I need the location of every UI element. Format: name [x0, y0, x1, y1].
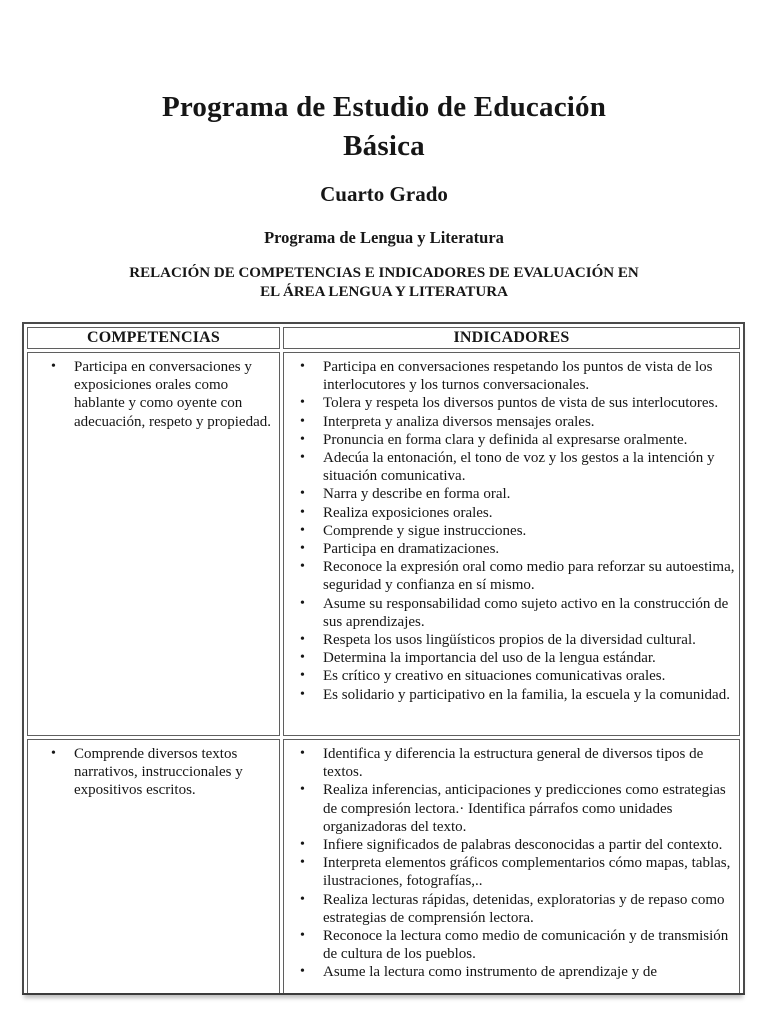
indicador-item-text: Asume la lectura como instrumento de aprendizaje y de [323, 964, 658, 981]
bullet-icon: • [300, 504, 305, 520]
bullet-icon: • [300, 746, 305, 761]
bullet-icon: • [300, 541, 305, 557]
indicador-item [284, 927, 735, 963]
table-row [27, 352, 740, 736]
indicador-item [284, 836, 735, 854]
bullet-icon: • [300, 522, 305, 538]
bullet-icon: • [300, 431, 305, 447]
indicador-item-text: Participa en dramatizaciones. [323, 541, 500, 558]
indicador-item [284, 745, 735, 781]
bullet-icon: • [51, 359, 56, 374]
competencia-item-text: Participa en conversaciones y exposiciones orales como hablante y como oyente con adecuación, respeto y propiedad. [74, 359, 271, 430]
indicador-item-text: Determina la importancia del uso de la lengua estándar. [323, 650, 656, 667]
indicador-item [284, 522, 735, 540]
bullet-icon: • [300, 632, 305, 648]
section-heading-line-1: RELACIÓN DE COMPETENCIAS E INDICADORES DE EVALUACIÓN EN [129, 265, 639, 281]
indicador-item-text: Realiza inferencias, anticipaciones y predicciones como estrategias de compresión lectora.· Identifica párrafos como unidades organizadoras del texto. [323, 782, 726, 835]
indicador-item [284, 891, 735, 927]
indicador-item [284, 485, 735, 503]
table-header-row [27, 327, 740, 349]
bullet-icon: • [300, 413, 305, 429]
indicadores-list [284, 745, 735, 982]
indicador-item-text: Identifica y diferencia la estructura general de diversos tipos de textos. [323, 746, 704, 781]
competencias-list [28, 358, 275, 431]
indicadores-list [284, 358, 735, 704]
bullet-icon: • [300, 891, 305, 907]
indicador-item [284, 963, 735, 981]
indicador-item [284, 649, 735, 667]
bullet-icon: • [300, 686, 305, 702]
document-title-line-1: Programa de Estudio de Educación [161, 91, 607, 123]
bullet-icon: • [300, 928, 305, 944]
indicador-item-text: Narra y describe en forma oral. [323, 486, 511, 503]
table-cell-indicadores [283, 352, 740, 736]
competencias-indicadores-table [22, 322, 745, 995]
table-cell-competencias [27, 739, 280, 995]
indicador-item-text: Realiza exposiciones orales. [323, 504, 493, 521]
document-title-line-2: Básica [343, 130, 425, 162]
indicador-item [284, 686, 735, 704]
competencia-item [28, 745, 275, 800]
indicador-item [284, 431, 735, 449]
indicador-item [284, 358, 735, 394]
indicador-item [284, 449, 735, 485]
indicador-item-text: Realiza lecturas rápidas, detenidas, exploratorias y de repaso como estrategias de comprensión lectora. [323, 891, 725, 926]
indicador-item-text: Comprende y sigue instrucciones. [323, 522, 527, 539]
bullet-icon: • [300, 650, 305, 666]
bullet-icon: • [300, 964, 305, 980]
indicador-item-text: Infiere significados de palabras desconocidas a partir del contexto. [323, 837, 723, 854]
bullet-icon: • [300, 837, 305, 853]
table-header-indicadores: INDICADORES [283, 327, 740, 349]
grade-subtitle: Cuarto Grado [320, 182, 448, 206]
table-cell-indicadores [283, 739, 740, 995]
indicador-item-text: Asume su responsabilidad como sujeto activo en la construcción de sus aprendizajes. [323, 595, 729, 630]
table-header-competencias: COMPETENCIAS [27, 327, 280, 349]
table-row [27, 739, 740, 995]
bullet-icon: • [300, 450, 305, 466]
indicador-item [284, 413, 735, 431]
indicador-item [284, 631, 735, 649]
indicador-item-text: Adecúa la entonación, el tono de voz y los gestos a la intención y situación comunicativa. [323, 450, 715, 485]
competencias-list [28, 745, 275, 800]
indicador-item-text: Reconoce la expresión oral como medio para reforzar su autoestima, seguridad y confianza en sí mismo. [323, 559, 735, 594]
indicador-item-text: Interpreta elementos gráficos complementarios cómo mapas, tablas, ilustraciones, fotografías,.. [323, 855, 731, 890]
table-cell-competencias [27, 352, 280, 736]
indicador-item [284, 781, 735, 836]
indicador-item-text: Es solidario y participativo en la familia, la escuela y la comunidad. [323, 686, 730, 703]
indicador-item-text: Respeta los usos lingüísticos propios de la diversidad cultural. [323, 632, 696, 649]
indicador-item [284, 667, 735, 685]
section-heading [0, 264, 768, 302]
indicador-item [284, 595, 735, 631]
section-heading-line-2: EL ÁREA LENGUA Y LITERATURA [260, 284, 508, 300]
indicador-item-text: Participa en conversaciones respetando los puntos de vista de los interlocutores y los turnos conversacionales. [323, 359, 713, 394]
indicador-item-text: Reconoce la lectura como medio de comunicación y de transmisión de cultura de los pueblos. [323, 928, 729, 963]
table-clip-region [22, 322, 745, 995]
bullet-icon: • [300, 486, 305, 502]
indicador-item-text: Es crítico y creativo en situaciones comunicativas orales. [323, 668, 666, 685]
indicador-item-text: Pronuncia en forma clara y definida al expresarse oralmente. [323, 431, 688, 448]
competencia-item-text: Comprende diversos textos narrativos, instruccionales y expositivos escritos. [74, 746, 243, 799]
bullet-icon: • [300, 395, 305, 411]
competencia-item [28, 358, 275, 431]
bullet-icon: • [300, 855, 305, 871]
bullet-icon: • [300, 559, 305, 575]
indicador-item [284, 558, 735, 594]
bullet-icon: • [300, 782, 305, 798]
document-title [40, 88, 728, 166]
bullet-icon: • [300, 595, 305, 611]
bullet-icon: • [300, 668, 305, 684]
indicador-item [284, 394, 735, 412]
program-subtitle: Programa de Lengua y Literatura [264, 228, 504, 247]
indicador-item [284, 504, 735, 522]
indicador-item-text: Tolera y respeta los diversos puntos de vista de sus interlocutores. [323, 395, 719, 412]
indicador-item [284, 854, 735, 890]
bullet-icon: • [300, 359, 305, 374]
bullet-icon: • [51, 746, 56, 761]
indicador-item [284, 540, 735, 558]
indicador-item-text: Interpreta y analiza diversos mensajes orales. [323, 413, 595, 430]
